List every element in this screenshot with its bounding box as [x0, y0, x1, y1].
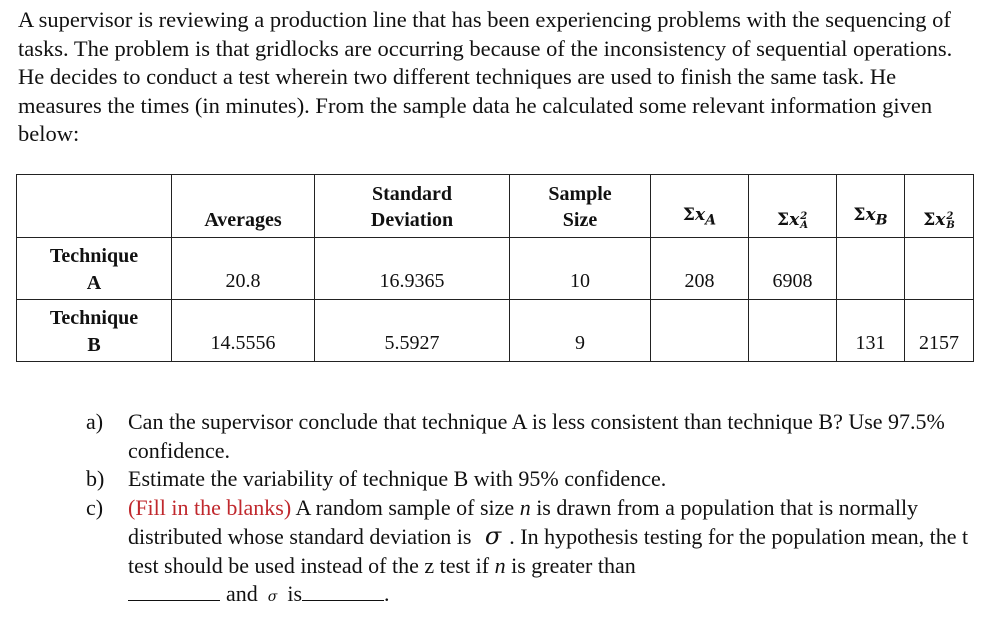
cell-sample-size: 9	[510, 300, 651, 362]
cell-std-dev: 5.5927	[315, 300, 510, 362]
sigma-symbol: σ	[484, 522, 502, 550]
answer-blank-1[interactable]	[128, 580, 220, 601]
header-empty	[17, 175, 172, 238]
question-text-part3: . In hypothesis testing for the population mean, the t test should be used instead of the z test if	[128, 524, 969, 578]
question-text-part1: A random sample of size	[295, 494, 520, 520]
superscript-2: 2	[800, 210, 808, 222]
subscript-a: A	[800, 219, 808, 231]
table-header-row	[17, 175, 974, 238]
superscript-2: 2	[946, 210, 954, 222]
var-x: x	[694, 204, 706, 225]
row-label-line2: A	[86, 272, 102, 294]
sum-symbol: Σ	[682, 204, 695, 225]
var-x: x	[935, 210, 946, 230]
question-label: a)	[86, 409, 104, 434]
row-label-technique-a	[17, 238, 172, 300]
variable-n: n	[494, 552, 506, 578]
header-size-line2: Size	[562, 209, 598, 231]
question-a	[86, 408, 986, 465]
var-x: x	[789, 210, 800, 230]
header-sum-xb2	[905, 175, 974, 238]
question-text: Can the supervisor conclude that technique A is less consistent than technique B? Use 97.5% confidence.	[128, 409, 945, 463]
table-row-technique-a	[17, 238, 974, 300]
table-row-technique-b	[17, 300, 974, 362]
fill-in-instruction: (Fill in the blanks)	[128, 494, 292, 520]
sum-symbol: Σ	[777, 210, 790, 230]
cell-sum-xb2	[905, 238, 974, 300]
question-c	[86, 494, 986, 612]
header-std-line1: Standard	[371, 183, 453, 205]
cell-sum-xb	[837, 238, 905, 300]
question-text-part4: is greater than	[505, 552, 636, 578]
cell-sum-xb: 131	[837, 300, 905, 362]
statistics-table	[16, 174, 974, 362]
sum-symbol: Σ	[923, 210, 936, 230]
sum-symbol: Σ	[853, 204, 866, 225]
cell-sum-xa	[651, 300, 749, 362]
question-label: b)	[86, 466, 105, 491]
cell-sum-xa2	[749, 300, 837, 362]
end-period: .	[384, 581, 390, 606]
sigma-symbol-small: σ	[267, 589, 278, 605]
cell-average: 20.8	[172, 238, 315, 300]
cell-sum-xb2: 2157	[905, 300, 974, 362]
question-text-part2: is drawn from a population that is normally distributed whose standard deviation is	[128, 494, 919, 549]
is-text: is	[287, 581, 303, 606]
intro-paragraph: A supervisor is reviewing a production line that has been experiencing problems with the sequencing of tasks. The problem is that gridlocks are occurring because of the inconsistency of sequential operations. He decides to conduct a test wherein two different techniques are used to finish the same task. He measures the times (in minutes). From the sample data he calculated some relevant information given below:	[18, 7, 953, 146]
row-label-line1: Technique	[49, 245, 139, 267]
subscript-a: A	[705, 212, 717, 228]
variable-n: n	[519, 494, 531, 520]
subscript-b: B	[875, 212, 888, 228]
cell-average: 14.5556	[172, 300, 315, 362]
header-sum-xa2	[749, 175, 837, 238]
row-label-line2: B	[87, 334, 101, 356]
var-x: x	[865, 204, 876, 225]
and-text: and	[226, 581, 258, 606]
row-label-line1: Technique	[49, 307, 139, 329]
questions-list	[86, 408, 986, 612]
cell-sum-xa2: 6908	[749, 238, 837, 300]
question-text: Estimate the variability of technique B with 95% confidence.	[128, 466, 667, 491]
header-std-dev	[315, 175, 510, 238]
question-label: c)	[86, 494, 104, 520]
header-sum-xa	[651, 175, 749, 238]
header-std-line2: Deviation	[370, 209, 454, 231]
header-size-line1: Sample	[548, 183, 612, 205]
answer-blank-2[interactable]	[302, 580, 384, 601]
header-averages: Averages	[172, 175, 315, 238]
header-sample-size	[510, 175, 651, 238]
subscript-b: B	[946, 219, 955, 231]
cell-std-dev: 16.9365	[315, 238, 510, 300]
cell-sum-xa: 208	[651, 238, 749, 300]
header-sum-xb	[837, 175, 905, 238]
row-label-technique-b	[17, 300, 172, 362]
question-b	[86, 465, 986, 494]
cell-sample-size: 10	[510, 238, 651, 300]
